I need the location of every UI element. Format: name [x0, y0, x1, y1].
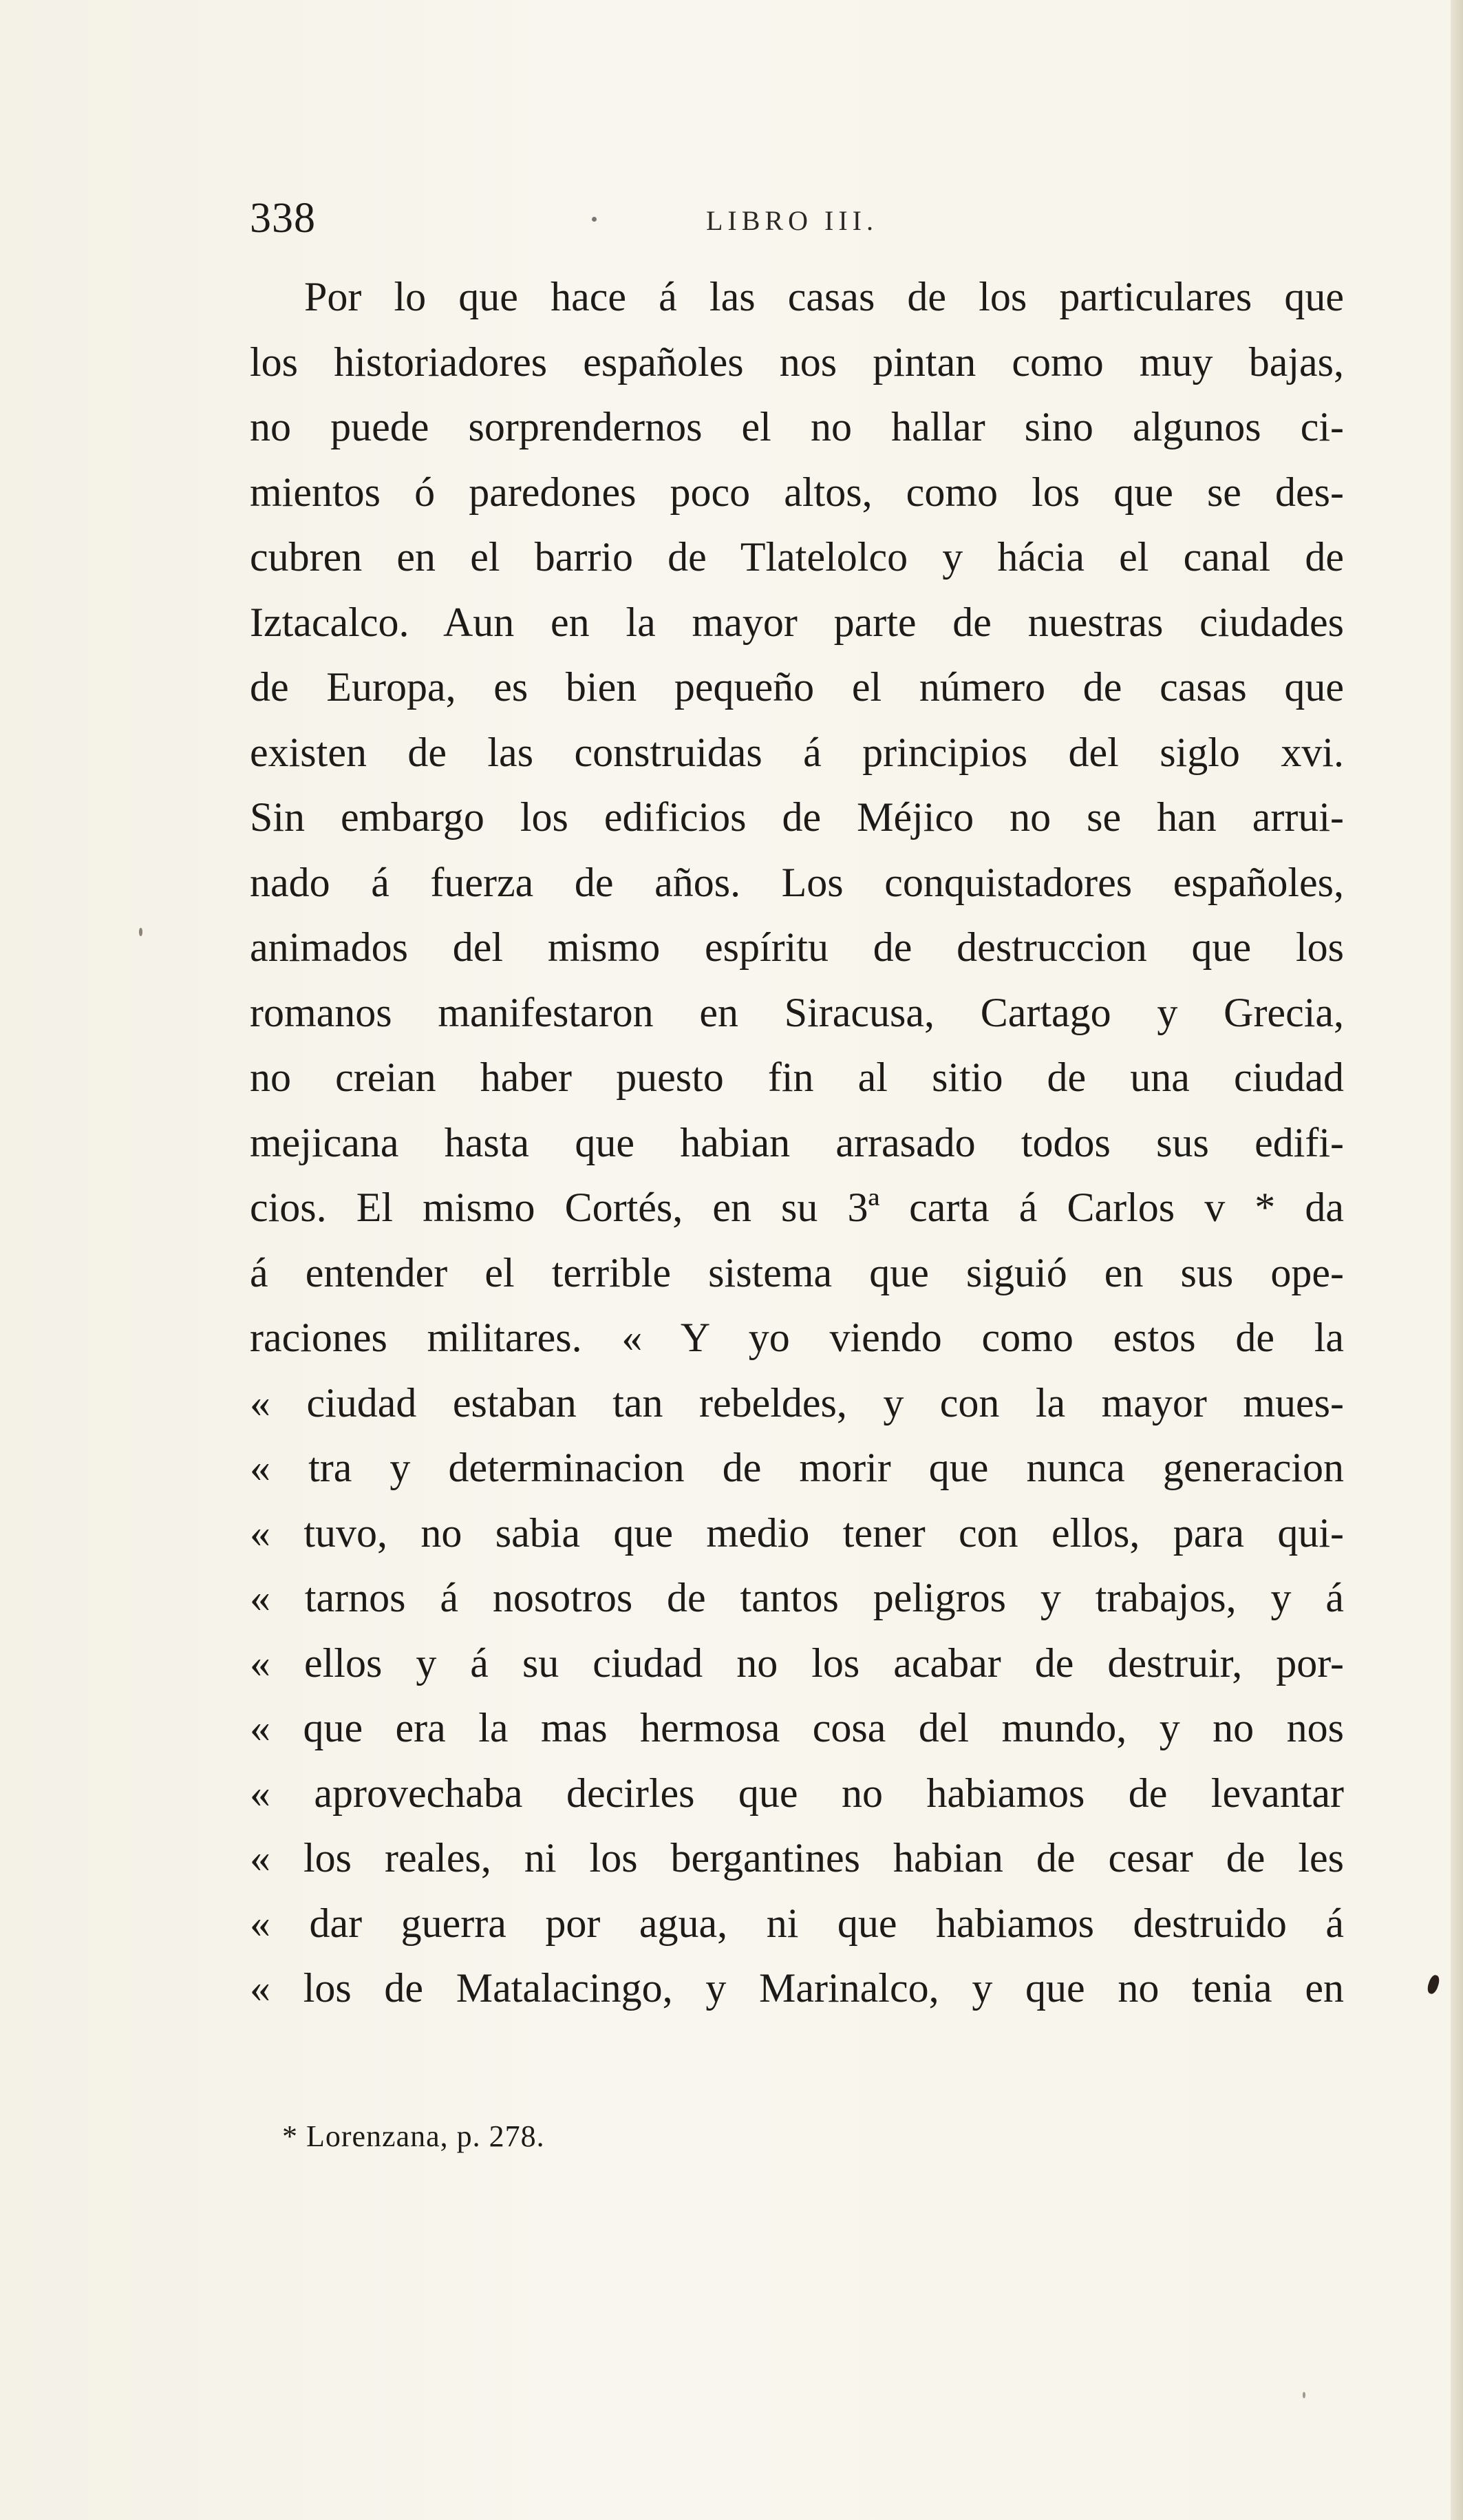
text-line: « tarnos á nosotros de tantos peligros y trabajos, y á [250, 1575, 1344, 1620]
text-line: existen de las construidas á principios del siglo xvi. [250, 729, 1344, 775]
text-line: mientos ó paredones poco altos, como los que se des- [250, 469, 1344, 515]
text-line: « ellos y á su ciudad no los acabar de destruir, por- [250, 1640, 1344, 1686]
body-text [250, 264, 1344, 2021]
page-number: 338 [250, 195, 316, 242]
text-line: « que era la mas hermosa cosa del mundo, y no nos [250, 1705, 1344, 1750]
text-line: cubren en el barrio de Tlatelolco y hácia el canal de [250, 534, 1344, 580]
text-line: mejicana hasta que habian arrasado todos sus edifi- [250, 1119, 1344, 1165]
text-line: Sin embargo los edificios de Méjico no se han arrui- [250, 794, 1344, 840]
text-line: de Europa, es bien pequeño el número de casas que [250, 664, 1344, 710]
text-line: « ciudad estaban tan rebeldes, y con la mayor mues- [250, 1379, 1344, 1426]
text-line: « aprovechaba decirles que no habiamos de levantar [250, 1770, 1344, 1816]
text-line: « los reales, ni los bergantines habian de cesar de les [250, 1835, 1344, 1881]
page-edge [1451, 0, 1463, 2520]
text-line: « tuvo, no sabia que medio tener con ellos, para qui- [250, 1510, 1344, 1556]
text-line: nado á fuerza de años. Los conquistadores españoles, [250, 859, 1344, 905]
text-line: no puede sorprendernos el no hallar sino algunos ci- [250, 404, 1344, 449]
ink-fleck [1303, 2392, 1305, 2398]
text-line: Por lo que hace á las casas de los particulares que [304, 274, 1344, 319]
page-header [250, 194, 1344, 242]
ink-fleck [139, 928, 142, 936]
text-line: « dar guerra por agua, ni que habiamos destruido á [250, 1900, 1344, 1946]
ink-fleck [1426, 1974, 1441, 1995]
header-ornament-dot [592, 217, 597, 222]
text-line: romanos manifestaron en Siracusa, Cartago y Grecia, [250, 989, 1344, 1035]
running-head: LIBRO III. [706, 205, 878, 236]
text-line: cios. El mismo Cortés, en su 3ª carta á Carlos v * da [250, 1185, 1344, 1230]
text-line: no creian haber puesto fin al sitio de una ciudad [250, 1055, 1344, 1100]
text-line: « tra y determinacion de morir que nunca generacion [250, 1445, 1344, 1490]
text-line: raciones militares. « Y yo viendo como estos de la [250, 1315, 1344, 1360]
text-line: los historiadores españoles nos pintan como muy bajas, [250, 339, 1344, 385]
text-line: Iztacalco. Aun en la mayor parte de nuestras ciudades [250, 599, 1344, 645]
text-line: á entender el terrible sistema que siguió en sus ope- [250, 1249, 1344, 1295]
text-line: animados del mismo espíritu de destruccion que los [250, 924, 1344, 970]
footnote: * Lorenzana, p. 278. [282, 2119, 545, 2153]
text-line: « los de Matalacingo, y Marinalco, y que no tenia en [250, 1965, 1344, 2011]
